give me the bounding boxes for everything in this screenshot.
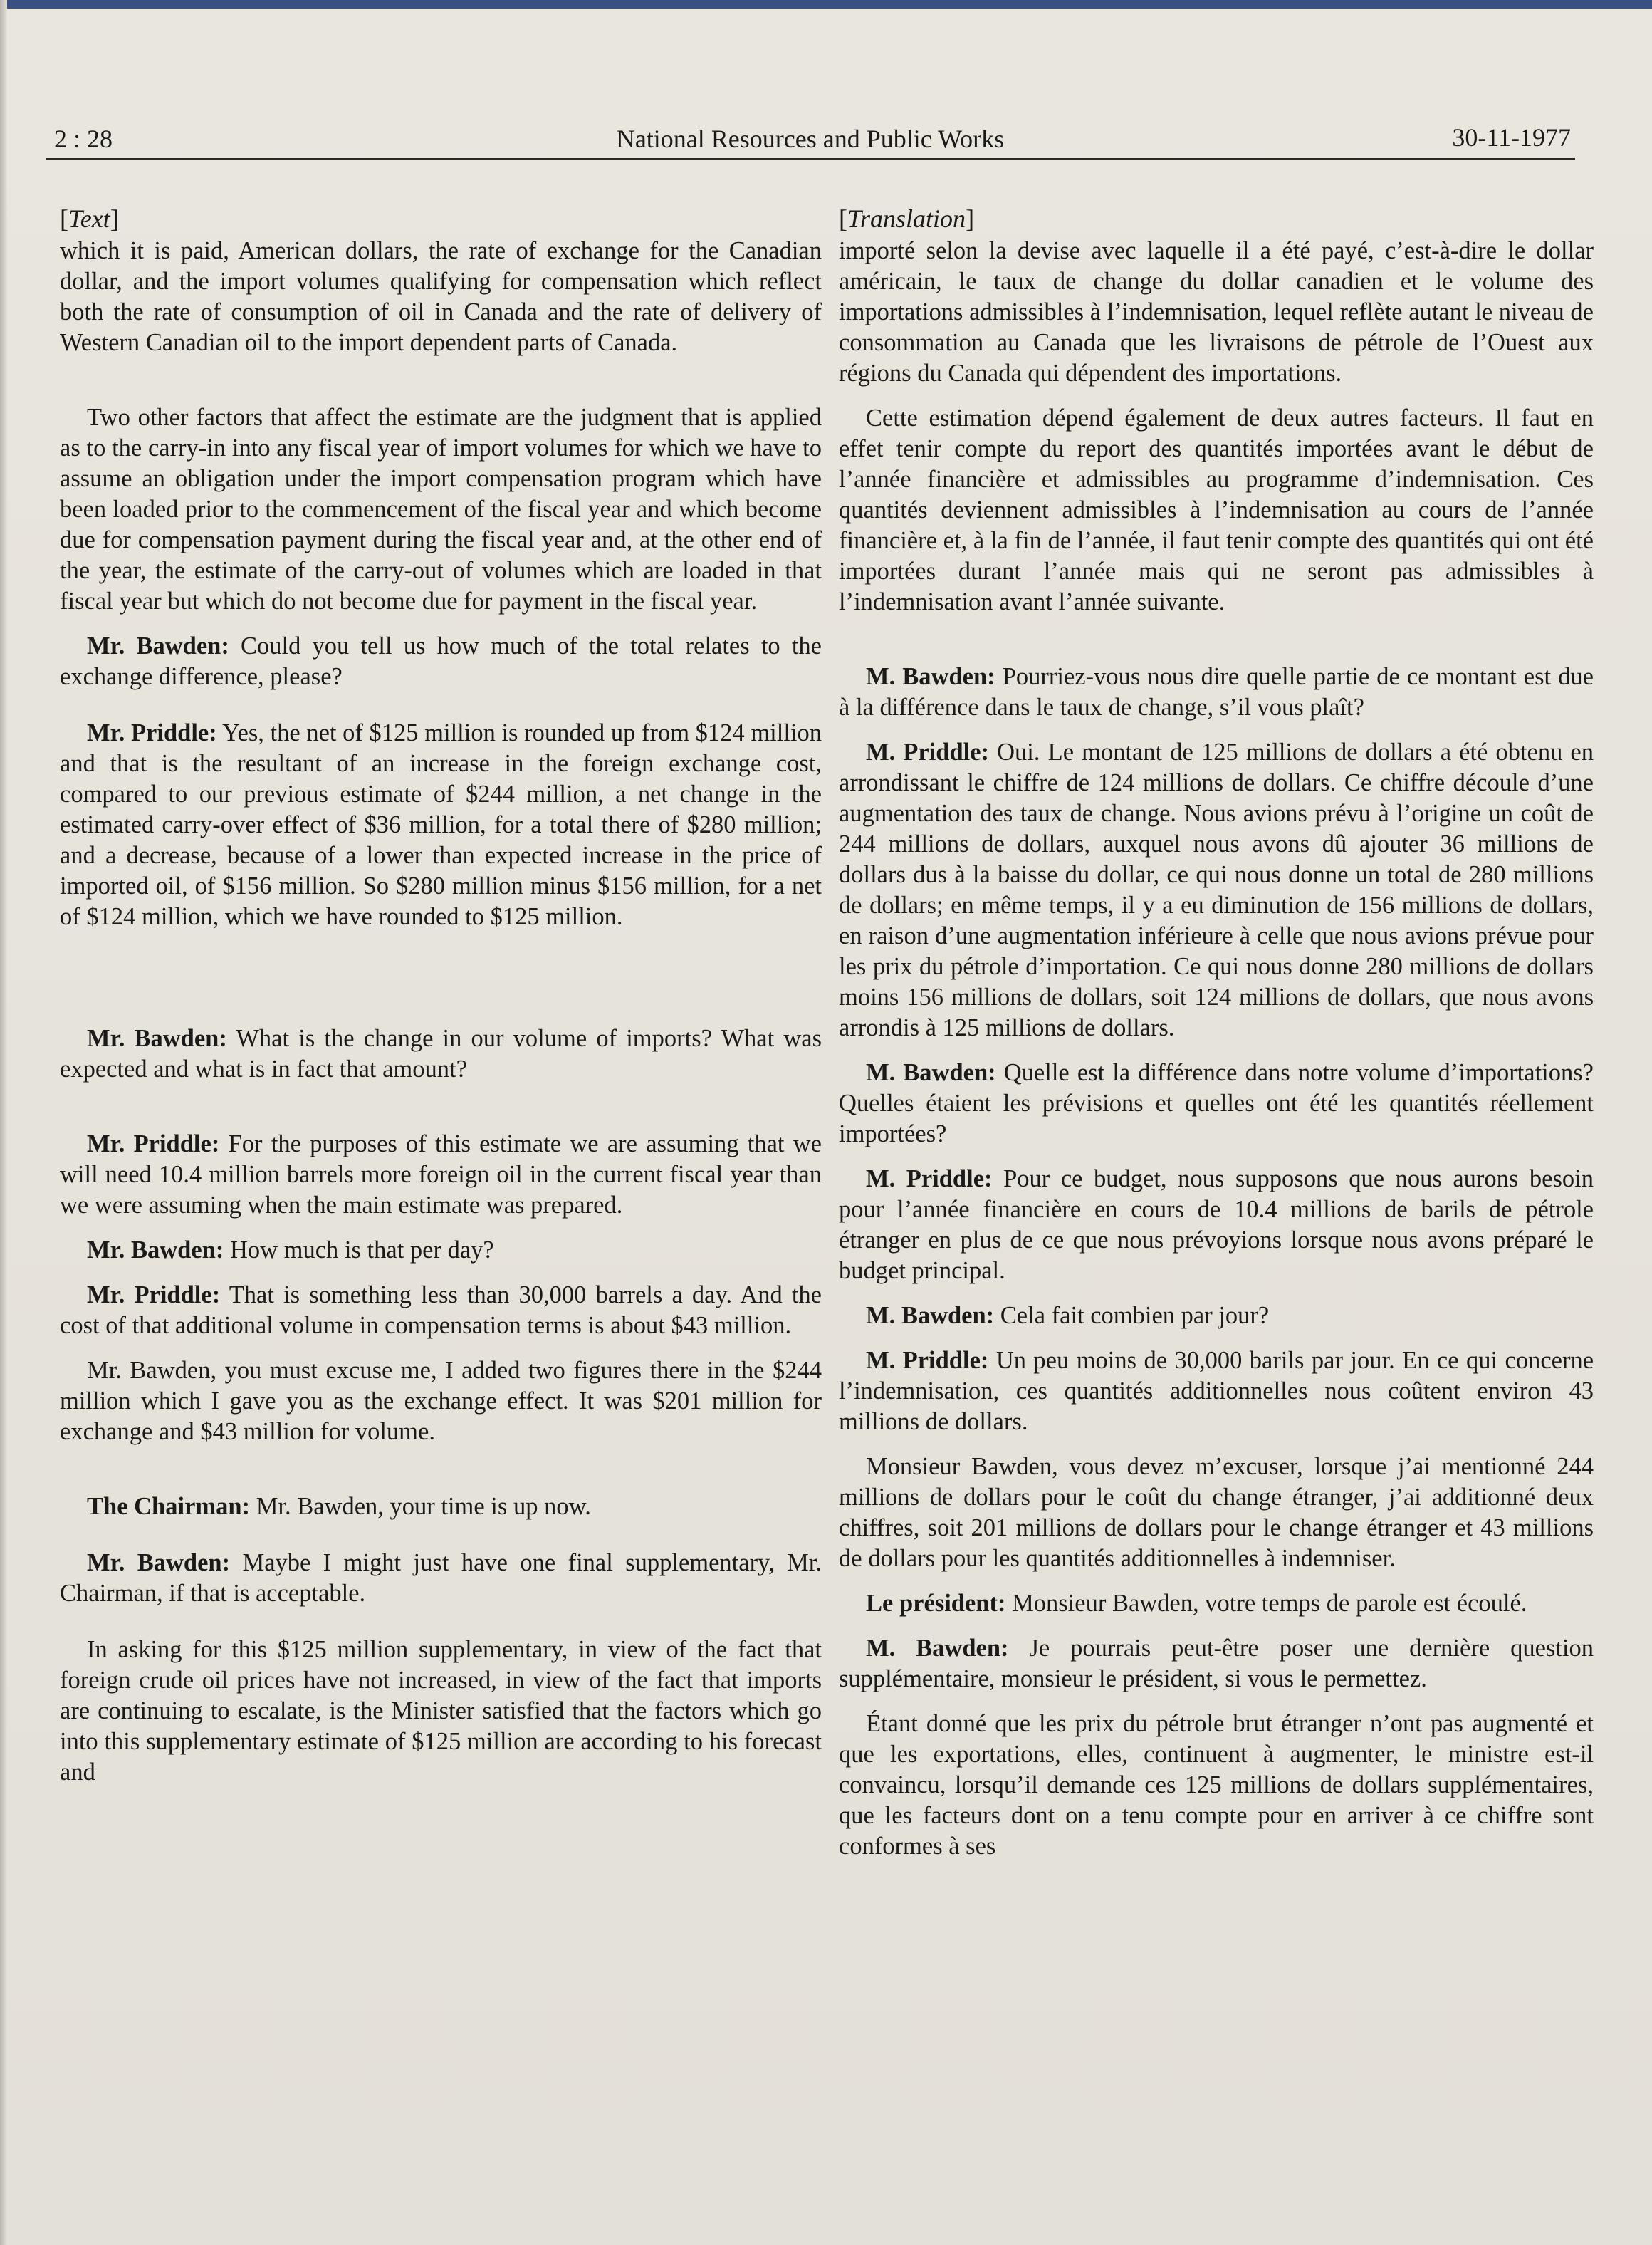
- speaker-name: M. Bawden:: [866, 1059, 996, 1086]
- speaker-name: M. Priddle:: [866, 739, 990, 766]
- speech-text: Oui. Le montant de 125 millions de dollars a été obtenu en arrondissant le chiffre de 124 millions de dollars. Ce chiffre découle d’une augmentation des taux de change. Nous avions prévu à l’origine un coût de 244 millions de dollars, auxquel nous avons dû ajouter 36 millions de dollars dus à la baisse du dollar, ce qui nous donne un total de 280 millions de dollars; en même temps, il y a eu diminution de 156 millions de dollars, en raison d’une augmentation inférieure à celle que nous avions prévue pour les prix du pétrole d’importation. Ce qui nous donne 280 millions de dollars moins 156 millions de dollars, soit 124 millions de dollars, que nous avons arrondis à 125 millions de dollars.: [839, 739, 1594, 1041]
- speech-text: Pour ce budget, nous supposons que nous aurons besoin pour l’année financière en cours de 10.4 millions de barils de pétrole étranger en plus de ce que nous prévoyions lorsque nous avons préparé le budget principal.: [839, 1165, 1594, 1284]
- paragraph: [839, 1164, 1594, 1286]
- paragraph: [60, 1023, 822, 1085]
- speaker-name: The Chairman:: [87, 1493, 251, 1520]
- header-date: 30-11-1977: [1452, 123, 1571, 152]
- speech-text: Pourriez-vous nous dire quelle partie de ce montant est due à la différence dans le taux de change, s’il vous plaît?: [839, 663, 1594, 721]
- speaker-name: Mr. Priddle:: [87, 1281, 221, 1308]
- top-color-band: [0, 0, 1652, 9]
- speech-text: Monsieur Bawden, votre temps de parole est écoulé.: [1005, 1590, 1527, 1617]
- speech-text: Cela fait combien par jour?: [994, 1302, 1270, 1329]
- speaker-name: M. Bawden:: [866, 663, 995, 690]
- speech-text: Un peu moins de 30,000 barils par jour. En ce qui concerne l’indemnisation, ces quantités additionnelles nous coûtent environ 43 millions de dollars.: [839, 1347, 1594, 1435]
- speech-text: What is the change in our volume of imports? What was expected and what is in fact that amount?: [60, 1025, 822, 1083]
- speech-text: Maybe I might just have one final supplementary, Mr. Chairman, if that is acceptable.: [60, 1549, 822, 1607]
- speaker-name: Mr. Priddle:: [87, 719, 217, 746]
- running-header: [46, 123, 1575, 160]
- speech-text: Yes, the net of $125 million is rounded up from $124 million and that is the resultant of an increase in the foreign exchange cost, compared to our previous estimate of $244 million, a net change in the estimated carry-over effect of $36 million, for a total there of $280 million; and a decrease, because of a lower than expected increase in the price of imported oil, of $156 million. So $280 million minus $156 million, for a net of $124 million, which we have rounded to $125 million.: [60, 719, 822, 930]
- paragraph: [60, 1280, 822, 1341]
- paragraph: [60, 1235, 822, 1266]
- paragraph: [839, 1058, 1594, 1150]
- french-column: [839, 204, 1594, 1876]
- english-column: [60, 204, 822, 1802]
- speaker-name: M. Bawden:: [866, 1635, 1009, 1662]
- speech-text: That is something less than 30,000 barrels a day. And the cost of that additional volume in compensation terms is about $43 million.: [60, 1281, 822, 1339]
- paragraph: [60, 631, 822, 692]
- speech-text: Je pourrais peut-être poser une dernière question supplémentaire, monsieur le président, si vous le permettez.: [839, 1635, 1594, 1692]
- speaker-name: M. Priddle:: [866, 1165, 993, 1192]
- paragraph: importé selon la devise avec laquelle il a été payé, c’est-à-dire le dollar américain, le taux de change du dollar canadien et le volume des importations admissibles à l’indemnisation, lequel reflète autant le niveau de consommation au Canada que les livraisons de pétrole de l’Ouest aux régions du Canada qui dépendent des importations.: [839, 237, 1594, 387]
- binding-edge: [0, 0, 7, 2245]
- paragraph: [60, 1548, 822, 1609]
- header-title: National Resources and Public Works: [616, 125, 1005, 153]
- paragraph: In asking for this $125 million supplementary, in view of the fact that foreign crude oil prices have not increased, in view of the fact that imports are continuing to escalate, is the Minister satisfied that the factors which go into this supplementary estimate of $125 million are according to his forecast and: [60, 1636, 822, 1786]
- paragraph: [60, 1491, 822, 1522]
- paragraph: Cette estimation dépend également de deux autres facteurs. Il faut en effet tenir compte du report des quantités importées avant le début de l’année financière et admissibles au programme d’indemnisation. Ces quantités deviennent admissibles à l’indemnisation au cours de l’année financière et, à la fin de l’année, il faut tenir compte des quantités qui ont été importées durant l’année mais qui ne seront pas admissibles à l’indemnisation avant l’année suivante.: [839, 405, 1594, 615]
- speech-text: For the purposes of this estimate we are assuming that we will need 10.4 million barrels more foreign oil in the current fiscal year than we were assuming when the main estimate was prepared.: [60, 1130, 822, 1219]
- paragraph: [839, 1588, 1594, 1619]
- text-label: [Text]: [60, 204, 119, 233]
- speaker-name: Mr. Bawden:: [87, 1236, 224, 1264]
- paragraph: which it is paid, American dollars, the rate of exchange for the Canadian dollar, and the import volumes qualifying for compensation which reflect both the rate of consumption of oil in Canada and the rate of delivery of Western Canadian oil to the import dependent parts of Canada.: [60, 237, 822, 356]
- paragraph: Mr. Bawden, you must excuse me, I added two figures there in the $244 million which I gave you as the exchange effect. It was $201 million for exchange and $43 million for volume.: [60, 1357, 822, 1445]
- paragraph: Two other factors that affect the estimate are the judgment that is applied as to the carry-in into any fiscal year of import volumes for which we have to assume an obligation under the import compensation program which have been loaded prior to the commencement of the fiscal year and which become due for compensation payment during the fiscal year and, at the other end of the year, the estimate of the carry-out of volumes which are loaded in that fiscal year but which do not become due for payment in the fiscal year.: [60, 404, 822, 615]
- speech-text: Could you tell us how much of the total relates to the exchange difference, please?: [60, 632, 822, 690]
- speaker-name: Mr. Bawden:: [87, 1549, 231, 1576]
- speech-text: Mr. Bawden, your time is up now.: [250, 1493, 591, 1520]
- paragraph: Monsieur Bawden, vous devez m’excuser, lorsque j’ai mentionné 244 millions de dollars pour le coût du change étranger, j’ai additionné deux chiffres, soit 201 millions de dollars pour le change étranger et 43 millions de dollars pour les quantités additionnelles à indemniser.: [839, 1453, 1594, 1572]
- paragraph: [839, 1345, 1594, 1437]
- paragraph: [60, 718, 822, 932]
- paragraph: [839, 737, 1594, 1043]
- speech-text: How much is that per day?: [224, 1236, 494, 1264]
- paragraph: Étant donné que les prix du pétrole brut étranger n’ont pas augmenté et que les exportations, elles, continuent à augmenter, le ministre est-il convaincu, lorsqu’il demande ces 125 millions de dollars supplémentaires, que les facteurs dont on a tenu compte pour en arriver à ce chiffre sont conformes à ses: [839, 1710, 1594, 1860]
- speaker-name: Mr. Priddle:: [87, 1130, 220, 1157]
- page-folio: 2 : 28: [54, 125, 113, 153]
- speaker-name: Mr. Bawden:: [87, 1025, 227, 1052]
- paragraph: [839, 662, 1594, 723]
- speaker-name: M. Bawden:: [866, 1302, 995, 1329]
- speaker-name: Mr. Bawden:: [87, 632, 229, 660]
- speech-text: Quelle est la différence dans notre volume d’importations? Quelles étaient les prévisions et quelles ont été les quantités réellement importées?: [839, 1059, 1594, 1147]
- paragraph: [60, 1129, 822, 1221]
- speaker-name: Le président:: [866, 1590, 1006, 1617]
- translation-label: [Translation]: [839, 204, 975, 233]
- speaker-name: M. Priddle:: [866, 1347, 989, 1374]
- paragraph: [839, 1301, 1594, 1331]
- paragraph: [839, 1633, 1594, 1694]
